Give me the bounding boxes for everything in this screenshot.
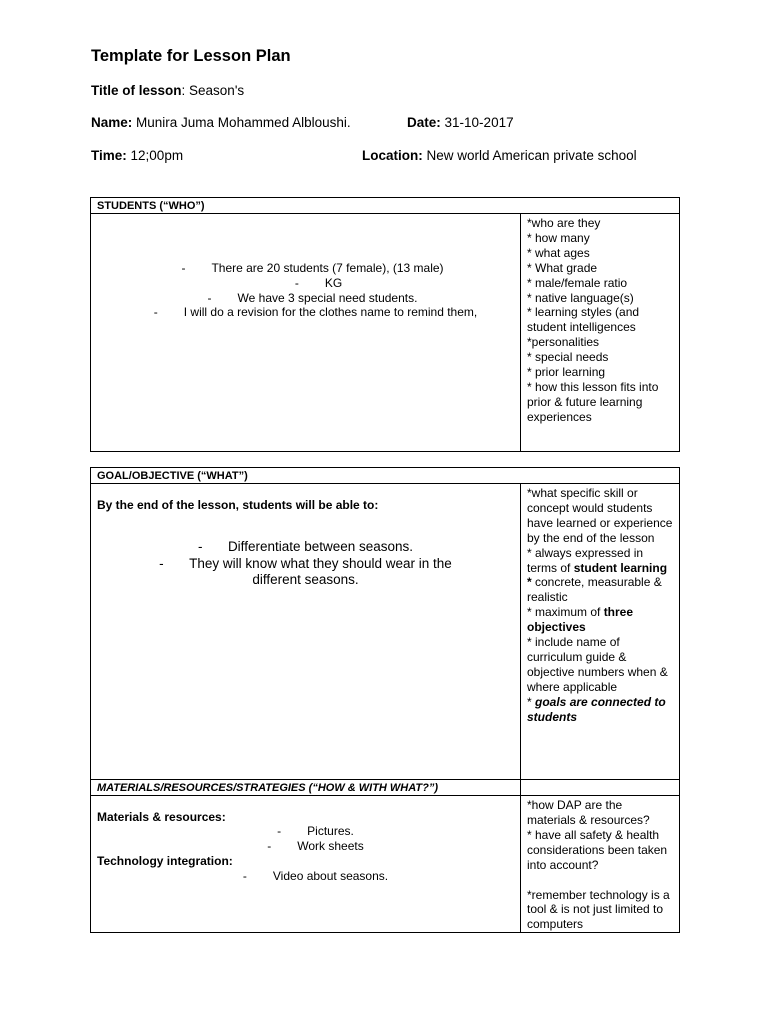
lesson-title-value: : Season's [181, 83, 245, 98]
students-line: - I will do a revision for the clothes name to remind them, [153, 305, 478, 320]
location-value: New world American private school [426, 148, 637, 163]
technology-item: - Video about seasons. [242, 868, 389, 883]
goal-content [91, 484, 521, 780]
goal-line: - They will know what they should wear in the different seasons. [159, 555, 452, 587]
goal-guide: *what specific skill or concept would students have learned or experience by the end of the lesson * always expressed in terms of student learning * concrete, measurable & realistic * maximum of three objectives * include name of curriculum guide & objective numbers when & where applicable * goals are connected to students [521, 484, 680, 780]
date-value: 31-10-2017 [444, 115, 514, 130]
materials-label: Materials & resources: [97, 810, 226, 824]
materials-item: - Pictures. [277, 823, 354, 838]
name-label: Name: [91, 115, 133, 130]
date-line [407, 115, 514, 130]
students-line: - KG [294, 275, 343, 290]
time-label: Time: [91, 148, 127, 163]
students-header: STUDENTS (“WHO”) [91, 198, 680, 214]
materials-guide: *how DAP are the materials & resources? * have all safety & health considerations been taken into account? *remember technology is a tool & is not just limited to computers [521, 796, 680, 933]
date-label: Date: [407, 115, 441, 130]
location-label: Location: [362, 148, 423, 163]
name-value: Munira Juma Mohammed Albloushi. [136, 115, 351, 130]
students-guide: *who are they * how many * what ages * What grade * male/female ratio * native language(s) * learning styles (and student intelligences *personalities * special needs * prior learning * how this lesson fits into prior & future learning experiences [521, 214, 680, 452]
students-line: - We have 3 special need students. [207, 290, 418, 305]
students-line: - There are 20 students (7 female), (13 male) [181, 260, 444, 275]
lesson-title-line [91, 83, 244, 98]
materials-item: - Work sheets [267, 838, 364, 853]
materials-content [91, 796, 521, 933]
goal-header: GOAL/OBJECTIVE (“WHAT”) [91, 468, 680, 484]
time-value: 12;00pm [130, 148, 184, 163]
goal-line: - Differentiate between seasons. [197, 539, 414, 554]
students-table [90, 197, 680, 452]
name-line [91, 115, 351, 130]
materials-header-blank [521, 780, 680, 796]
document-title: Template for Lesson Plan [91, 47, 291, 65]
materials-header: MATERIALS/RESOURCES/STRATEGIES (“HOW & WITH WHAT?”) [91, 780, 521, 796]
technology-label: Technology integration: [97, 853, 233, 868]
goal-table [90, 467, 680, 933]
goal-intro: By the end of the lesson, students will be able to: [97, 498, 379, 512]
location-line [362, 148, 637, 163]
lesson-title-label: Title of lesson [91, 83, 182, 98]
students-content [91, 214, 521, 452]
time-line [91, 148, 183, 163]
